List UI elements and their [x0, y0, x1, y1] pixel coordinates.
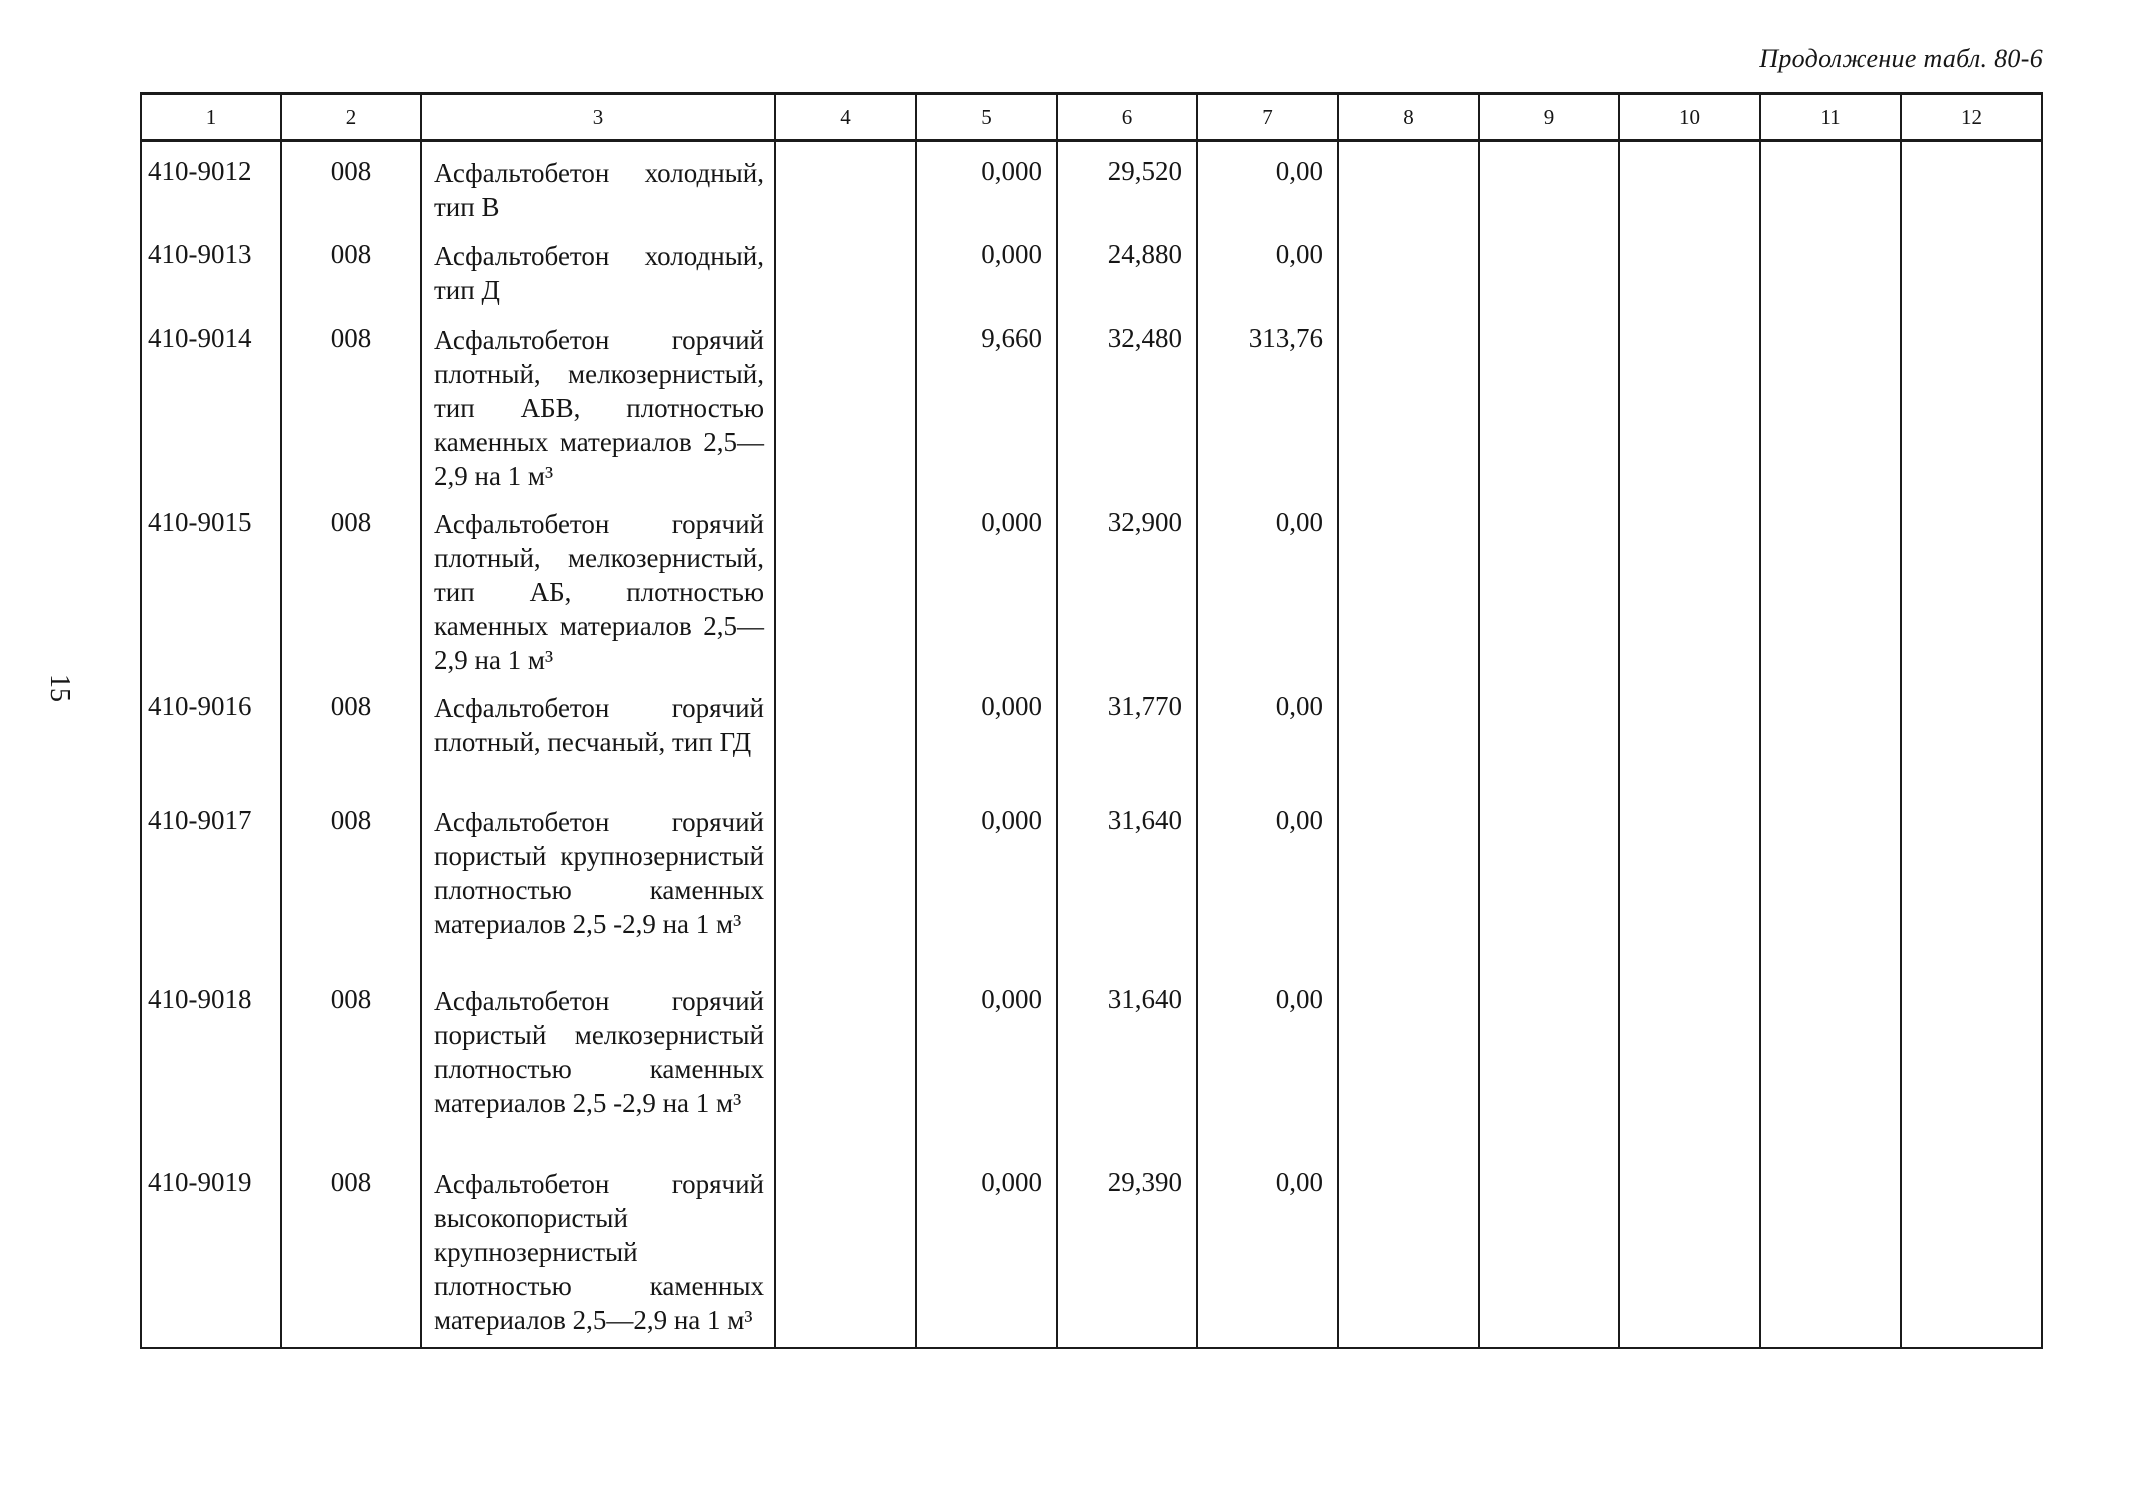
empty-cell: [1619, 141, 1760, 225]
value-col-5: 9,660: [916, 309, 1057, 493]
material-name: Асфальтобетон холодный, тип Д: [421, 225, 775, 309]
empty-cell: [1479, 493, 1619, 677]
empty-cell: [1338, 970, 1479, 1153]
value-col-5: 0,000: [916, 677, 1057, 791]
value-col-6: 32,480: [1057, 309, 1197, 493]
empty-cell: [1760, 1153, 1901, 1348]
empty-cell: [1760, 493, 1901, 677]
page-number: 15: [44, 674, 75, 702]
empty-cell: [1901, 1153, 2042, 1348]
material-code: 410-9018: [141, 970, 281, 1153]
empty-cell: [1479, 677, 1619, 791]
empty-cell: [1619, 225, 1760, 309]
empty-cell: [1901, 493, 2042, 677]
empty-cell: [1338, 791, 1479, 970]
value-col-7: 0,00: [1197, 1153, 1338, 1348]
value-col-6: 32,900: [1057, 493, 1197, 677]
empty-cell: [775, 225, 916, 309]
value-col-7: 0,00: [1197, 225, 1338, 309]
value-col-7: 0,00: [1197, 141, 1338, 225]
material-code: 410-9013: [141, 225, 281, 309]
value-col-7: 0,00: [1197, 970, 1338, 1153]
value-col-5: 0,000: [916, 1153, 1057, 1348]
column-header: 1: [141, 94, 281, 141]
table-row: [141, 791, 2042, 970]
material-code: 410-9016: [141, 677, 281, 791]
table-row: [141, 141, 2042, 225]
value-col-6: 31,640: [1057, 970, 1197, 1153]
material-name: Асфальтобетон горячий пористый мелкозернистый плотностью каменных материалов 2,5 -2,9 на 1 м³: [421, 970, 775, 1153]
empty-cell: [775, 677, 916, 791]
material-code: 410-9019: [141, 1153, 281, 1348]
column-header: 7: [1197, 94, 1338, 141]
material-name: Асфальтобетон горячий плотный, песчаный, тип ГД: [421, 677, 775, 791]
value-col-5: 0,000: [916, 970, 1057, 1153]
empty-cell: [1901, 791, 2042, 970]
unit-code: 008: [281, 309, 421, 493]
empty-cell: [1901, 970, 2042, 1153]
empty-cell: [1479, 225, 1619, 309]
empty-cell: [1338, 141, 1479, 225]
table-continuation-caption: Продолжение табл. 80-6: [1759, 44, 2043, 73]
value-col-5: 0,000: [916, 225, 1057, 309]
value-col-5: 0,000: [916, 141, 1057, 225]
material-code: 410-9015: [141, 493, 281, 677]
column-header: 5: [916, 94, 1057, 141]
column-header: 3: [421, 94, 775, 141]
unit-code: 008: [281, 677, 421, 791]
empty-cell: [1338, 1153, 1479, 1348]
empty-cell: [775, 493, 916, 677]
empty-cell: [775, 791, 916, 970]
empty-cell: [1901, 141, 2042, 225]
empty-cell: [775, 1153, 916, 1348]
empty-cell: [1760, 791, 1901, 970]
column-header: 9: [1479, 94, 1619, 141]
empty-cell: [1760, 677, 1901, 791]
value-col-6: 24,880: [1057, 225, 1197, 309]
empty-cell: [1338, 493, 1479, 677]
material-code: 410-9014: [141, 309, 281, 493]
unit-code: 008: [281, 1153, 421, 1348]
value-col-5: 0,000: [916, 493, 1057, 677]
table-row: [141, 1153, 2042, 1348]
value-col-6: 31,640: [1057, 791, 1197, 970]
empty-cell: [1338, 677, 1479, 791]
column-header: 2: [281, 94, 421, 141]
empty-cell: [1760, 970, 1901, 1153]
empty-cell: [1760, 225, 1901, 309]
column-header: 11: [1760, 94, 1901, 141]
material-name: Асфальтобетон горячий плотный, мелкозернистый, тип АБ, плотностью каменных материалов 2,5—2,9 на 1 м³: [421, 493, 775, 677]
empty-cell: [1619, 677, 1760, 791]
value-col-7: 0,00: [1197, 493, 1338, 677]
empty-cell: [775, 309, 916, 493]
empty-cell: [1479, 309, 1619, 493]
empty-cell: [1619, 791, 1760, 970]
empty-cell: [775, 141, 916, 225]
column-header: 6: [1057, 94, 1197, 141]
empty-cell: [1619, 309, 1760, 493]
unit-code: 008: [281, 970, 421, 1153]
material-name: Асфальтобетон горячий высокопористый крупнозернистый плотностью каменных материалов 2,5—2,9 на 1 м³: [421, 1153, 775, 1348]
value-col-7: 0,00: [1197, 791, 1338, 970]
empty-cell: [1338, 309, 1479, 493]
empty-cell: [775, 970, 916, 1153]
empty-cell: [1760, 309, 1901, 493]
empty-cell: [1619, 493, 1760, 677]
unit-code: 008: [281, 141, 421, 225]
value-col-6: 29,520: [1057, 141, 1197, 225]
empty-cell: [1760, 141, 1901, 225]
unit-code: 008: [281, 225, 421, 309]
value-col-6: 31,770: [1057, 677, 1197, 791]
empty-cell: [1479, 1153, 1619, 1348]
table-row: [141, 225, 2042, 309]
empty-cell: [1479, 141, 1619, 225]
column-header: 4: [775, 94, 916, 141]
empty-cell: [1479, 791, 1619, 970]
empty-cell: [1479, 970, 1619, 1153]
unit-code: 008: [281, 791, 421, 970]
value-col-5: 0,000: [916, 791, 1057, 970]
value-col-6: 29,390: [1057, 1153, 1197, 1348]
table-header-row: [141, 94, 2042, 141]
empty-cell: [1901, 309, 2042, 493]
empty-cell: [1619, 1153, 1760, 1348]
table-row: [141, 677, 2042, 791]
empty-cell: [1338, 225, 1479, 309]
material-name: Асфальтобетон горячий пористый крупнозернистый плотностью каменных материалов 2,5 -2,9 на 1 м³: [421, 791, 775, 970]
unit-code: 008: [281, 493, 421, 677]
table-row: [141, 493, 2042, 677]
material-name: Асфальтобетон холодный, тип В: [421, 141, 775, 225]
value-col-7: 313,76: [1197, 309, 1338, 493]
empty-cell: [1901, 225, 2042, 309]
empty-cell: [1901, 677, 2042, 791]
empty-cell: [1619, 970, 1760, 1153]
value-col-7: 0,00: [1197, 677, 1338, 791]
material-code: 410-9012: [141, 141, 281, 225]
materials-table: [140, 92, 2043, 1349]
material-name: Асфальтобетон горячий плотный, мелкозернистый, тип АБВ, плотностью каменных материалов 2,5—2,9 на 1 м³: [421, 309, 775, 493]
column-header: 8: [1338, 94, 1479, 141]
table-row: [141, 309, 2042, 493]
column-header: 10: [1619, 94, 1760, 141]
material-code: 410-9017: [141, 791, 281, 970]
table-row: [141, 970, 2042, 1153]
column-header: 12: [1901, 94, 2042, 141]
